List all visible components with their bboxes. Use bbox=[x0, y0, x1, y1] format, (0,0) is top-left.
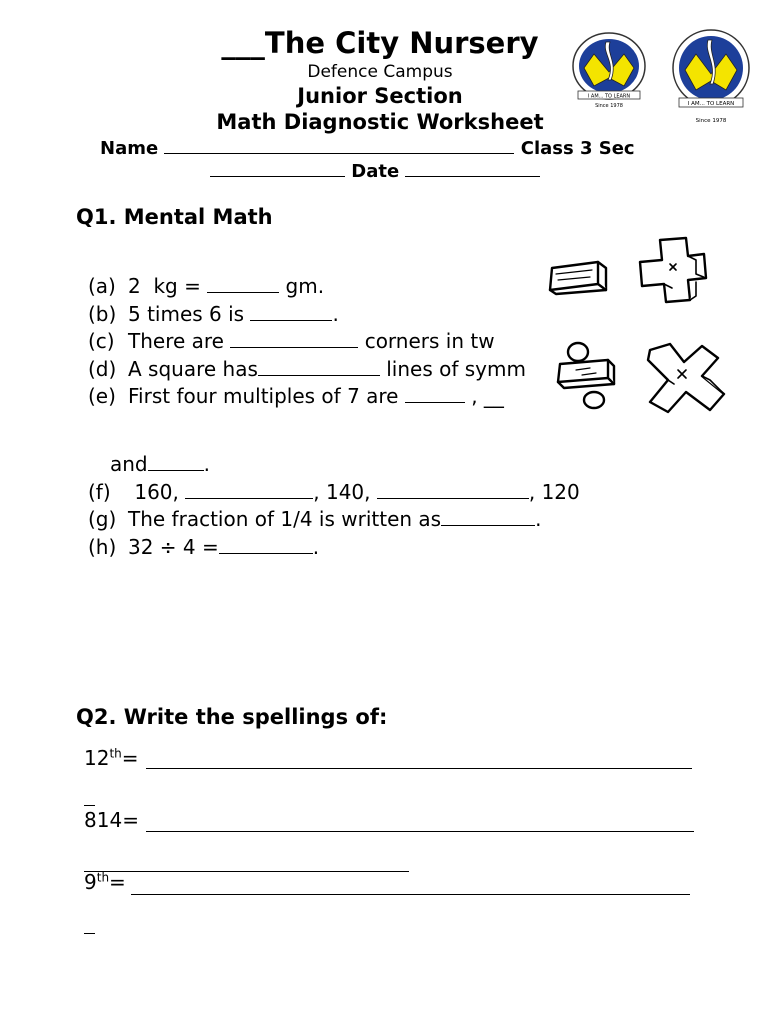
q1-e-blank-last[interactable] bbox=[148, 450, 204, 471]
q1-list-bottom bbox=[88, 450, 728, 560]
date-blank-left[interactable] bbox=[210, 158, 345, 177]
math-symbols-illustration bbox=[546, 234, 732, 418]
q1-d-blank[interactable] bbox=[258, 355, 380, 376]
name-label: Name bbox=[100, 138, 159, 159]
logo-right-motto: I AM... TO LEARN bbox=[687, 101, 735, 107]
q1-item-g: (g) The fraction of 1/4 is written as . bbox=[88, 507, 542, 531]
date-row bbox=[210, 158, 540, 182]
divide-icon bbox=[558, 343, 614, 408]
campus-name: Defence Campus bbox=[307, 62, 453, 82]
q2-9th-answer-line-wrap[interactable] bbox=[84, 933, 95, 934]
q1-item-a: (a) 2 kg = gm. bbox=[88, 274, 325, 298]
q1-item-d: (d) A square has lines of symm bbox=[88, 356, 526, 381]
q2-item-12th: 12th= bbox=[84, 746, 139, 770]
logo-left-motto: I AM... TO LEARN bbox=[587, 93, 631, 100]
worksheet-title: Math Diagnostic Worksheet bbox=[216, 110, 544, 134]
q2-12th-answer-line-wrap[interactable] bbox=[84, 805, 95, 806]
logo-right-since: Since 1978 bbox=[695, 118, 727, 124]
logo-left-since: Since 1978 bbox=[595, 103, 623, 109]
school-name-prefix: ___ bbox=[221, 26, 265, 60]
q2-814-answer-line[interactable] bbox=[146, 831, 694, 832]
plus-icon bbox=[640, 238, 706, 302]
q2-9th-answer-line[interactable] bbox=[131, 894, 690, 895]
q1-item-f: (f) 160, , 140, , 120 bbox=[88, 479, 580, 504]
date-blank-right[interactable] bbox=[405, 158, 540, 177]
q1-item-e-continued: and . bbox=[110, 452, 210, 476]
multiply-icon bbox=[648, 344, 724, 412]
q2-item-9th: 9th= bbox=[84, 870, 126, 894]
q2-12th-answer-line[interactable] bbox=[146, 768, 692, 769]
school-logo-left bbox=[570, 28, 648, 112]
q1-h-blank[interactable] bbox=[219, 533, 313, 554]
q1-f-blank-1[interactable] bbox=[185, 478, 313, 499]
q1-e-blank-1[interactable] bbox=[405, 382, 465, 403]
class-label: Class 3 Sec bbox=[520, 138, 635, 159]
q1-c-blank[interactable] bbox=[230, 327, 358, 348]
name-blank[interactable] bbox=[164, 135, 514, 154]
name-row bbox=[100, 135, 635, 159]
q1-g-blank[interactable] bbox=[441, 505, 535, 526]
school-name-text: The City Nursery bbox=[264, 26, 539, 60]
q1-f-blank-2[interactable] bbox=[377, 478, 529, 499]
q1-b-blank[interactable] bbox=[250, 300, 332, 321]
q2-title: Q2. Write the spellings of: bbox=[76, 705, 388, 729]
q2-814-answer-line-wrap[interactable] bbox=[84, 871, 409, 872]
q1-item-c: (c) There are corners in tw bbox=[88, 329, 495, 353]
q1-item-h: (h) 32 ÷ 4 = . bbox=[88, 534, 320, 559]
q1-item-e: (e) First four multiples of 7 are , __ bbox=[88, 384, 504, 408]
q1-a-blank[interactable] bbox=[207, 272, 279, 293]
q1-title: Q1. Mental Math bbox=[76, 205, 273, 229]
section-name: Junior Section bbox=[297, 84, 463, 108]
minus-icon bbox=[550, 262, 606, 294]
date-label: Date bbox=[351, 161, 400, 182]
school-logo-right bbox=[671, 26, 751, 126]
q1-item-b: (b) 5 times 6 is . bbox=[88, 301, 339, 326]
q2-item-814: 814= bbox=[84, 808, 139, 832]
q1-list-top bbox=[88, 272, 550, 412]
